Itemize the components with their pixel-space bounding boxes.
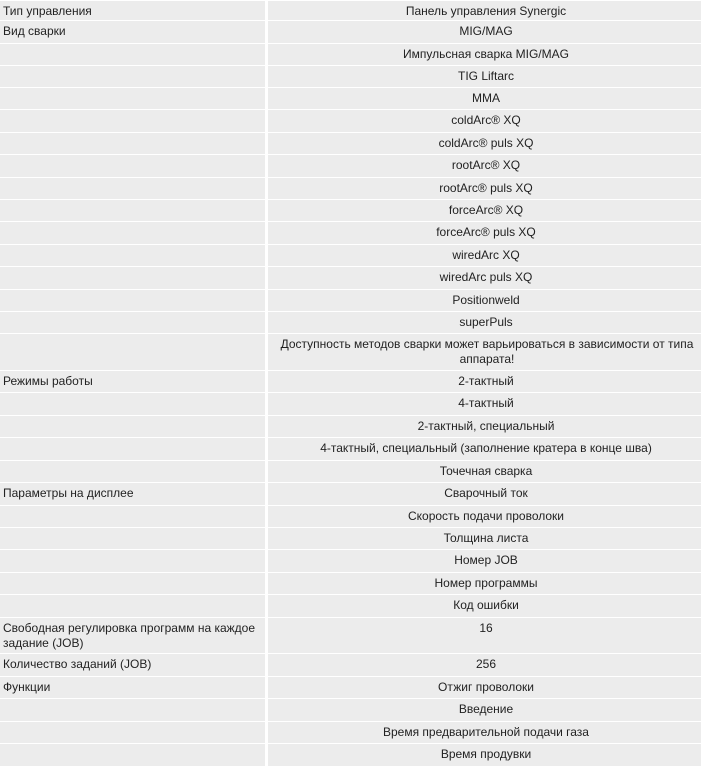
table-row (0, 312, 701, 334)
table-row (0, 483, 701, 506)
row-value: Номер JOB (267, 550, 701, 573)
row-label: Количество заданий (JOB) (0, 654, 267, 677)
table-row (0, 573, 701, 595)
row-label (0, 334, 267, 371)
table-row (0, 200, 701, 222)
row-value: superPuls (267, 312, 701, 334)
row-value: Positionweld (267, 290, 701, 312)
table-row (0, 44, 701, 66)
row-value: 2-тактный (267, 371, 701, 393)
table-row (0, 245, 701, 267)
table-row (0, 178, 701, 200)
table-row (0, 155, 701, 178)
table-row (0, 654, 701, 677)
table-row (0, 66, 701, 88)
table-row (0, 133, 701, 155)
row-value: Толщина листа (267, 528, 701, 550)
row-value: Точечная сварка (267, 461, 701, 483)
row-label (0, 110, 267, 133)
row-label (0, 155, 267, 178)
row-label: Параметры на дисплее (0, 483, 267, 506)
table-row (0, 722, 701, 744)
table-row (0, 506, 701, 528)
table-row (0, 699, 701, 722)
row-label (0, 744, 267, 766)
row-label (0, 178, 267, 200)
row-value: TIG Liftarc (267, 66, 701, 88)
table-row (0, 1, 701, 21)
row-value: rootArc® puls XQ (267, 178, 701, 200)
row-label (0, 438, 267, 461)
table-row (0, 416, 701, 438)
row-label: Вид сварки (0, 21, 267, 44)
row-label (0, 290, 267, 312)
table-row (0, 618, 701, 654)
row-label: Тип управления (0, 1, 267, 21)
row-label (0, 267, 267, 290)
row-label: Свободная регулировка программ на каждое задание (JOB) (0, 618, 267, 654)
row-label (0, 312, 267, 334)
table-row (0, 438, 701, 461)
row-label (0, 528, 267, 550)
row-value: MIG/MAG (267, 21, 701, 44)
row-value: coldArc® XQ (267, 110, 701, 133)
row-value: rootArc® XQ (267, 155, 701, 178)
row-label (0, 550, 267, 573)
row-label (0, 461, 267, 483)
row-value: Время продувки (267, 744, 701, 766)
table-row (0, 393, 701, 416)
row-value: Сварочный ток (267, 483, 701, 506)
row-value: 256 (267, 654, 701, 677)
table-row (0, 595, 701, 618)
row-label (0, 573, 267, 595)
row-label (0, 44, 267, 66)
table-row (0, 677, 701, 699)
row-label (0, 133, 267, 155)
table-row (0, 21, 701, 44)
row-value: forceArc® puls XQ (267, 222, 701, 245)
row-value: Номер программы (267, 573, 701, 595)
row-value: 4-тактный (267, 393, 701, 416)
row-value: Отжиг проволоки (267, 677, 701, 699)
row-value: Код ошибки (267, 595, 701, 618)
row-value: Скорость подачи проволоки (267, 506, 701, 528)
row-value: forceArc® XQ (267, 200, 701, 222)
row-value: 4-тактный, специальный (заполнение кратера в конце шва) (267, 438, 701, 461)
row-label (0, 66, 267, 88)
row-label (0, 506, 267, 528)
row-label (0, 699, 267, 722)
row-label (0, 722, 267, 744)
row-label (0, 200, 267, 222)
row-label (0, 393, 267, 416)
table-row (0, 461, 701, 483)
row-label: Функции (0, 677, 267, 699)
row-label (0, 222, 267, 245)
row-label (0, 595, 267, 618)
row-value: 16 (267, 618, 701, 654)
table-row (0, 222, 701, 245)
table-row (0, 334, 701, 371)
table-row (0, 371, 701, 393)
row-value: wiredArc puls XQ (267, 267, 701, 290)
row-value: 2-тактный, специальный (267, 416, 701, 438)
table-row (0, 290, 701, 312)
table-row (0, 267, 701, 290)
row-label: Режимы работы (0, 371, 267, 393)
table-row (0, 528, 701, 550)
row-value: MMA (267, 88, 701, 110)
row-value: wiredArc XQ (267, 245, 701, 267)
row-value: Доступность методов сварки может варьироваться в зависимости от типа аппарата! (267, 334, 701, 371)
table-row (0, 744, 701, 766)
table-row (0, 88, 701, 110)
row-value: Импульсная сварка MIG/MAG (267, 44, 701, 66)
row-value: Панель управления Synergic (267, 1, 701, 21)
row-value: Время предварительной подачи газа (267, 722, 701, 744)
row-value: Введение (267, 699, 701, 722)
specifications-table-body (0, 1, 701, 766)
row-value: coldArc® puls XQ (267, 133, 701, 155)
table-row (0, 550, 701, 573)
row-label (0, 416, 267, 438)
row-label (0, 88, 267, 110)
table-row (0, 110, 701, 133)
row-label (0, 245, 267, 267)
